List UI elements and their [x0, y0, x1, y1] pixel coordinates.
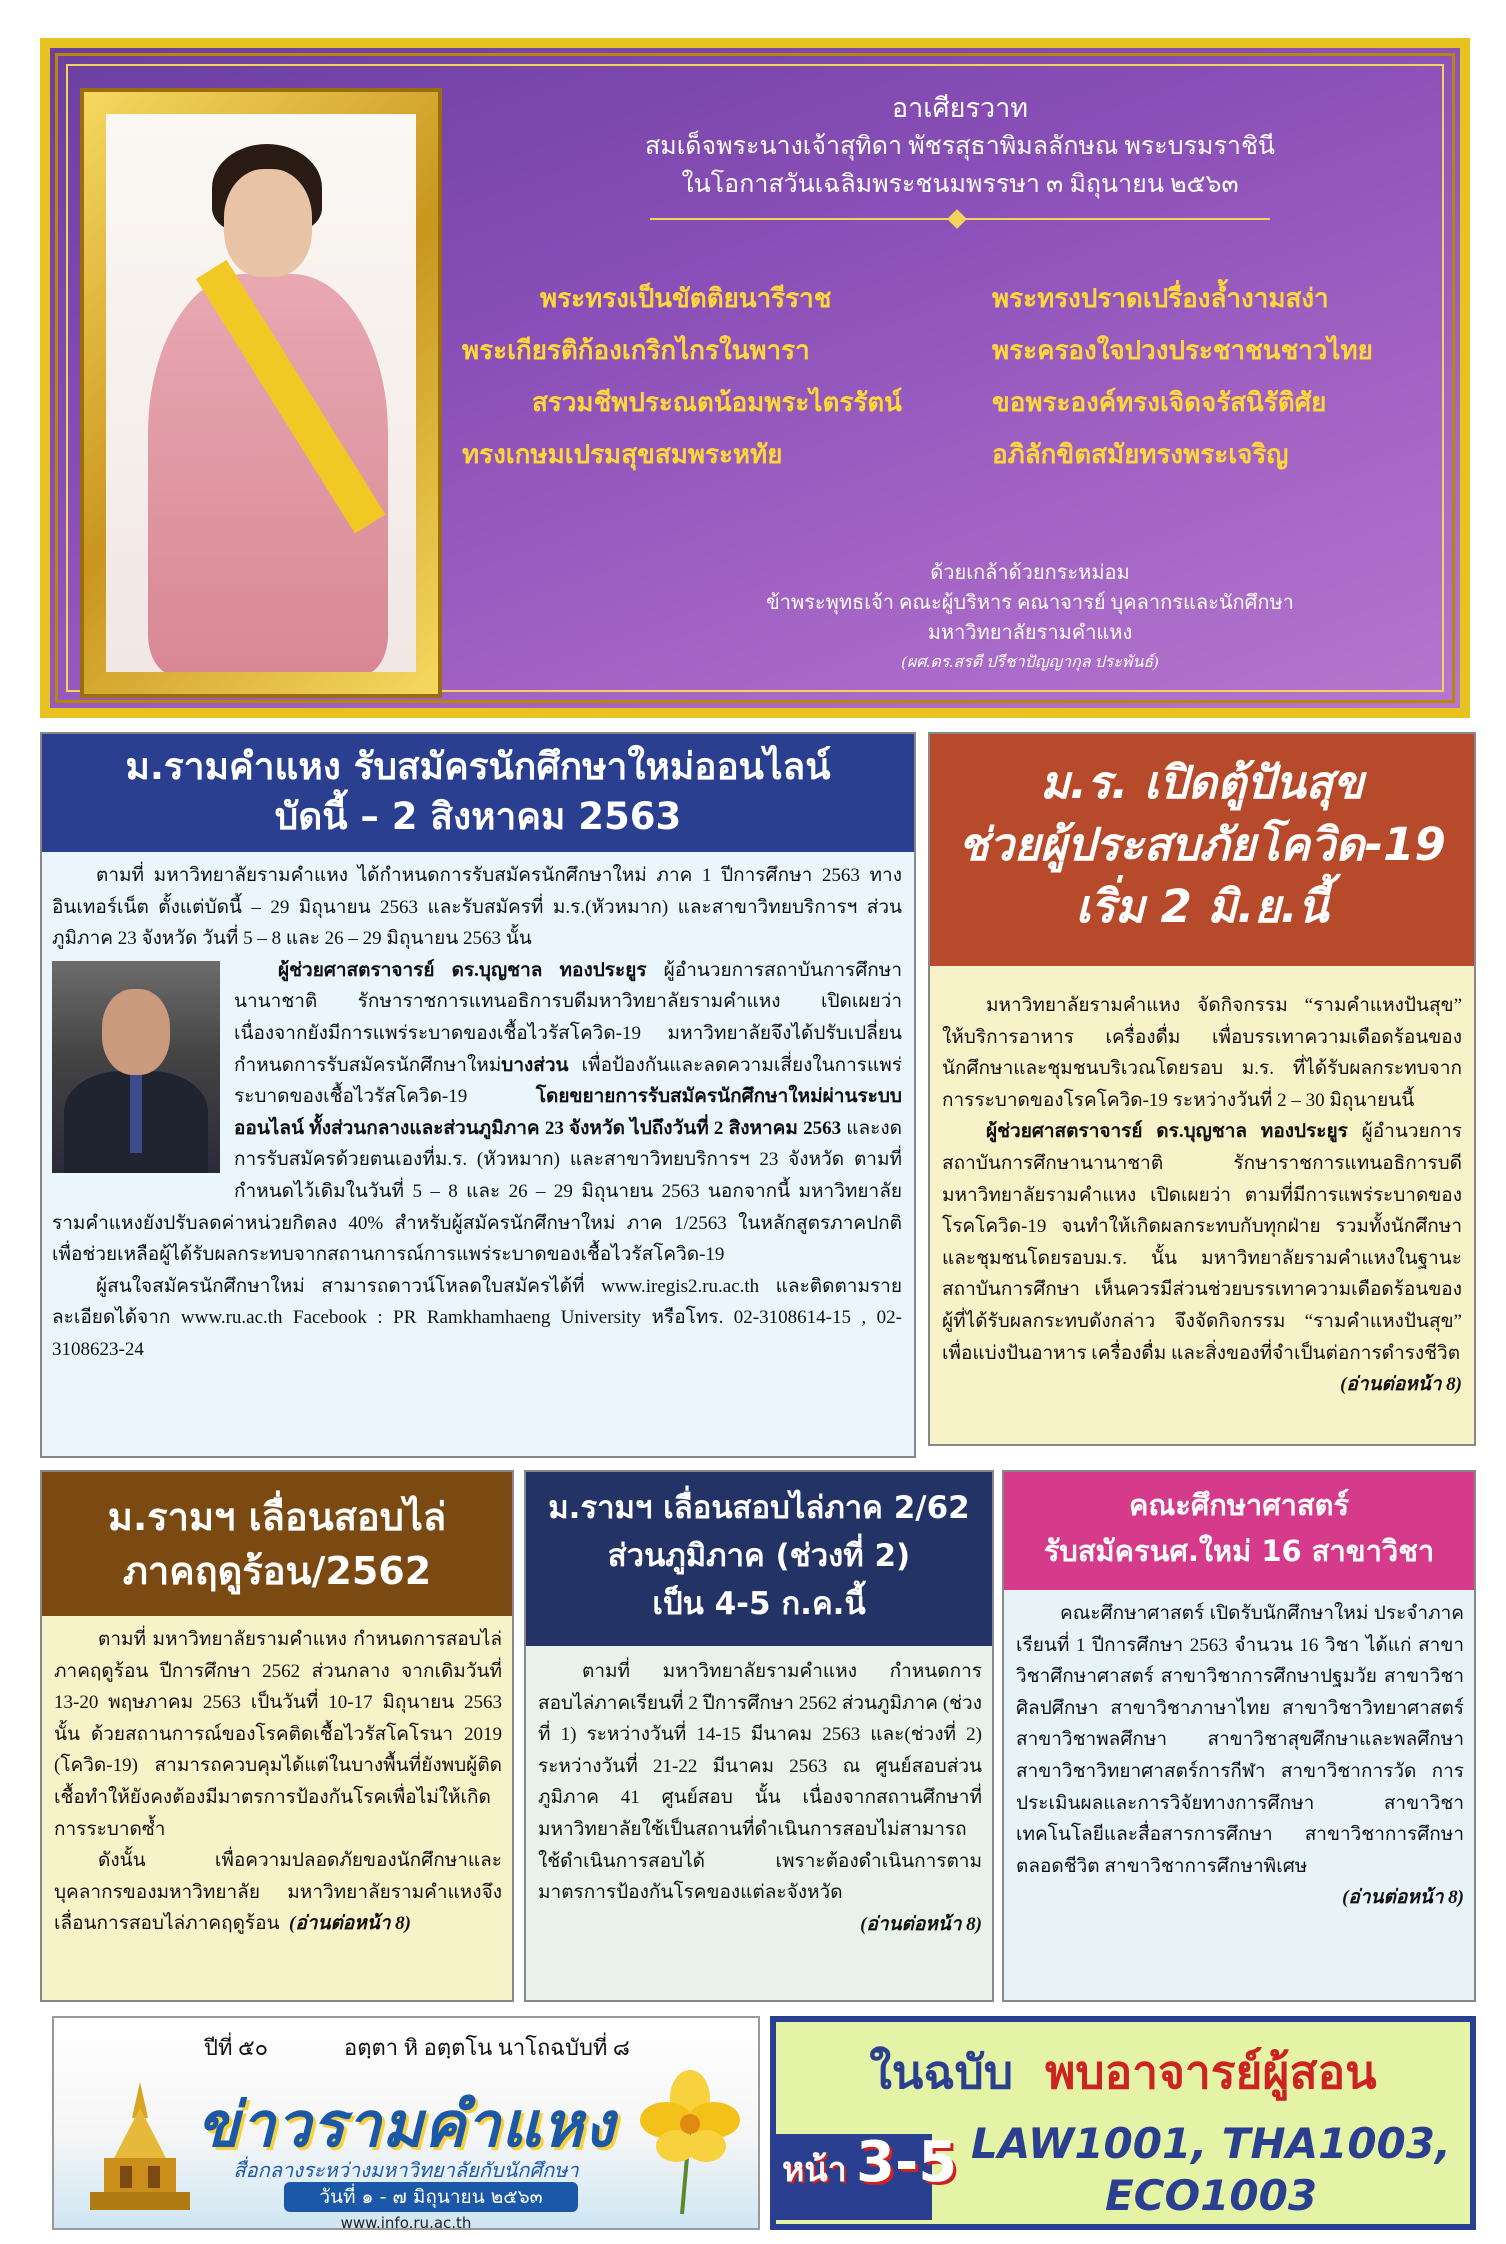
- article-paragraph: ตามที่ มหาวิทยาลัยรามคำแหง ได้กำหนดการรับสมัครนักศึกษาใหม่ ภาค 1 ปีการศึกษา 2563 ทางอินเทอร์เน็ต ตั้งแต่บัดนี้ – 29 มิถุนายน 2563 และรับสมัครที่ ม.ร.(หัวหมาก) และสาขาวิทยบริการฯ ส่วนภูมิภาค 23 จังหวัด วันที่ 5 – 8 และ 26 – 29 มิถุนายน 2563 นั้น: [52, 865, 902, 950]
- poem-line: พระครองใจปวงประชาชนชาวไทย: [992, 336, 1373, 365]
- royal-tribute-banner: [40, 38, 1470, 718]
- issue-date: วันที่ ๑ - ๗ มิถุนายน ๒๕๖๓: [284, 2182, 578, 2212]
- article-headline: [930, 734, 1474, 966]
- paragraph-text: ดังนั้น เพื่อความปลอดภัยของนักศึกษาและบุคลากรของมหาวิทยาลัย มหาวิทยาลัยรามคำแหงจึงเลื่อนการสอบไล่ภาคฤดูร้อน: [54, 1850, 502, 1935]
- article-body: [538, 1656, 982, 1940]
- headline-line-2: ช่วยผู้ประสบภัยโควิด-19: [958, 818, 1446, 871]
- article-headline: [42, 1472, 512, 1616]
- courses-line-1: LAW1001, THA1003,: [971, 2119, 1451, 2168]
- headline-line-1: ม.รามฯ เลื่อนสอบไล่ภาค 2/62: [548, 1490, 970, 1526]
- issue-motto: อตฺตา หิ อตฺตโน นาโถ: [344, 2035, 551, 2060]
- poem-line: อภิลักขิตสมัยทรงพระเจริญ: [992, 440, 1289, 469]
- signoff-line-2: ข้าพระพุทธเจ้า คณะผู้บริหาร คณาจารย์ บุคลากรและนักศึกษา: [766, 592, 1294, 614]
- newspaper-page: [8, 8, 1498, 2238]
- paragraph-text: ผู้อำนวยการสถาบันการศึกษานานาชาติ รักษาราชการแทนอธิการบดีมหาวิทยาลัยรามคำแหง เปิดเผยว่า ตามที่มีการแพร่ระบาดของโรคโควิด-19 จนทำให้เกิดผลกระทบกับทุกฝ่าย รวมทั้งนักศึกษาและชุมชนโดยรอบม.ร. นั้น มหาวิทยาลัยรามคำแหงในฐานะสถาบันการศึกษา เห็นควรมีส่วนช่วยบรรเทาความเดือดร้อนของผู้ที่ได้รับผลกระทบดังกล่าว จึงจัดกิจกรรม “รามคำแหงปันสุข” เพื่อแบ่งปันอาหาร เครื่องดื่ม และสิ่งของที่จำเป็นต่อการดำรงชีวิต: [942, 1121, 1463, 1364]
- signoff-line-1: ด้วยเกล้าด้วยกระหม่อม: [930, 562, 1130, 584]
- paragraph-emphasis: บางส่วน: [501, 1054, 569, 1076]
- queen-portrait: [106, 114, 416, 672]
- article-body: [54, 1624, 502, 1940]
- continued-link[interactable]: (อ่านต่อหน้า 8): [1340, 1374, 1462, 1396]
- headline-line-2: ภาคฤดูร้อน/2562: [122, 1549, 432, 1593]
- courses-line-2: ECO1003: [1104, 2171, 1318, 2220]
- portrait-frame: [80, 88, 442, 698]
- poem-line: พระทรงปราดเปรื่องล้ำงามสง่า: [992, 284, 1329, 313]
- article-body: [52, 860, 902, 1366]
- headline-line-3: เริ่ม 2 มิ.ย.นี้: [1075, 880, 1329, 933]
- headline-line-1: ม.รามคำแหง รับสมัครนักศึกษาใหม่ออนไลน์: [125, 745, 831, 788]
- article-paragraph: คณะศึกษาศาสตร์ เปิดรับนักศึกษาใหม่ ประจำภาคเรียนที่ 1 ปีการศึกษา 2563 จำนวน 16 วิชา ได้แก่ สาขาวิชาศึกษาศาสตร์ สาขาวิชาการศึกษาปฐมวัย สาขาวิชาศิลปศึกษา สาขาวิชาภาษาไทย สาขาวิชาวิทยาศาสตร์ สาขาวิชาพลศึกษา สาขาวิชาสุขศึกษาและพลศึกษา สาขาวิชาวิทยาศาสตร์การกีฬา สาขาวิชาการวัด การประเมินผลและการวิจัยทางการศึกษา สาขาวิชาเทคโนโลยีและสื่อสารการศึกษา สาขาวิชาการศึกษาตลอดชีวิต สาขาวิชาการศึกษาพิเศษ: [1016, 1603, 1464, 1877]
- newspaper-tagline: สื่อกลางระหว่างมหาวิทยาลัยกับนักศึกษา: [233, 2158, 579, 2182]
- ornament-divider: [650, 218, 1270, 220]
- portrait-face: [224, 169, 312, 277]
- continued-link[interactable]: (อ่านต่อหน้า 8): [1342, 1887, 1464, 1909]
- paragraph-text: เพื่อป้องกันและลดความเสี่ยงในการแพร่ระบาดของเชื้อไวรัสโควิด-19: [234, 1054, 902, 1108]
- issue-number: ฉบับที่ ๘: [550, 2035, 630, 2060]
- article-body: [942, 990, 1462, 1401]
- headline-line-2: ส่วนภูมิภาค (ช่วงที่ 2): [607, 1538, 911, 1574]
- paragraph-emphasis: โดยขยายการรับสมัครนักศึกษาใหม่ผ่านระบบออนไลน์ ทั้งส่วนกลางและส่วนภูมิภาค 23 จังหวัด ไปถึงวันที่ 2 สิงหาคม 2563: [234, 1086, 902, 1139]
- article-paragraph: [942, 1116, 1462, 1369]
- newspaper-name: ข่าวรามคำแหง: [196, 2088, 616, 2161]
- article-headline: [526, 1472, 992, 1646]
- article-paragraph: [54, 1845, 502, 1940]
- article-sharing-cabinet: [928, 732, 1476, 1446]
- headline-line-1: ม.รามฯ เลื่อนสอบไล่: [107, 1495, 447, 1539]
- blessing-header: [470, 88, 1450, 234]
- article-headline: [1004, 1472, 1474, 1590]
- poem-line: พระทรงเป็นขัตติยนารีราช: [540, 284, 832, 313]
- blessing-subtitle-1: สมเด็จพระนางเจ้าสุทิดา พัชรสุธาพิมลลักษณ พระบรมราชินี: [644, 133, 1276, 160]
- poem-line: ทรงเกษมเปรมสุขสมพระหทัย: [462, 440, 783, 469]
- blessing-signoff: [650, 558, 1410, 678]
- toc-title: [776, 2036, 1470, 2109]
- photo-face: [102, 989, 170, 1075]
- article-education-faculty: [1002, 1470, 1476, 2002]
- article-paragraph: มหาวิทยาลัยรามคำแหง จัดกิจกรรม “รามคำแหงปันสุข” ให้บริการอาหาร เครื่องดื่ม เพื่อบรรเทาความเดือดร้อนของนักศึกษาและชุมชนบริเวณโดยรอบ ม.ร. ที่ได้รับผลกระทบจากการระบาดของโรคโควิด-19 ระหว่างวันที่ 2 – 30 มิถุนายนนี้: [942, 995, 1462, 1111]
- poem-line: พระเกียรติก้องเกริกไกรในพารา: [462, 336, 810, 365]
- poem-line: ขอพระองค์ทรงเจิดจรัสนิรัติศัย: [992, 388, 1327, 417]
- blessing-title: อาเศียรวาท: [891, 93, 1029, 123]
- continued-link[interactable]: (อ่านต่อหน้า 8): [289, 1913, 411, 1935]
- in-this-issue-box: [770, 2016, 1476, 2230]
- toc-courses: [966, 2118, 1456, 2222]
- signoff-line-3: มหาวิทยาลัยรามคำแหง: [927, 622, 1133, 644]
- article-paragraph: ผู้สนใจสมัครนักศึกษาใหม่ สามารถดาวน์โหลดใบสมัครได้ที่ www.iregis2.ru.ac.th และติดตามรายละเอียดได้จาก www.ru.ac.th Facebook : PR Ramkhamhaeng University หรือโทร. 02-3108614-15 , 02-3108623-24: [52, 1275, 902, 1360]
- article-headline: [42, 734, 914, 852]
- paragraph-text: และงดการรับสมัครด้วยตนเองที่ม.ร. (หัวหมาก) และสาขาวิทยบริการฯ 23 จังหวัด ตามที่กำหนดไว้เดิมในวันที่ 5 – 8 และ 26 – 29 มิถุนายน 2563 นอกจากนี้ มหาวิทยาลัยรามคำแหงยังปรับลดค่าหน่วยกิตลง 40% สำหรับผู้สมัครนักศึกษาใหม่ ภาค 1/2563 ในหลักสูตรภาคปกติ เพื่อช่วยเหลือผู้ได้รับผลกระทบจากสถานการณ์การแพร่ระบาดของเชื้อไวรัสโควิด-19: [52, 1117, 902, 1266]
- article-paragraph: ตามที่ มหาวิทยาลัยรามคำแหง กำหนดการสอบไล่ภาคฤดูร้อน ปีการศึกษา 2562 ส่วนกลาง จากเดิมวันที่ 13-20 พฤษภาคม 2563 เป็นวันที่ 10-17 มิถุนายน 2563 นั้น ด้วยสถานการณ์ของโรคติดเชื้อไวรัสโคโรนา 2019 (โควิด-19) สามารถควบคุมได้แต่ในบางพื้นที่ยังพบผู้ติดเชื้อทำให้ยังคงต้องมีมาตรการป้องกันโรคเพื่อไม่ให้เกิดการระบาดซ้ำ: [54, 1629, 502, 1840]
- headline-line-1: ม.ร. เปิดตู้ปันสุข: [1040, 756, 1364, 809]
- toc-page-word: หน้า: [782, 2150, 847, 2190]
- poem-line: สรวมชีพประณตน้อมพระไตรรัตน์: [532, 388, 902, 417]
- poem-author: (ผศ.ดร.สรตี ปรีชาปัญญากุล ประพันธ์): [901, 654, 1159, 671]
- director-name: ผู้ช่วยศาสตราจารย์ ดร.บุญชาล ทองประยูร: [986, 1121, 1348, 1143]
- photo-tie: [130, 1073, 142, 1153]
- issue-year: ปีที่ ๕๐: [204, 2035, 269, 2060]
- article-paragraph: ตามที่ มหาวิทยาลัยรามคำแหง กำหนดการสอบไล่ภาคเรียนที่ 2 ปีการศึกษา 2562 ส่วนภูมิภาค (ช่วงที่ 1) ระหว่างวันที่ 14-15 มีนาคม 2563 และ(ช่วงที่ 2) ระหว่างวันที่ 21-22 มีนาคม 2563 ณ ศูนย์สอบส่วนภูมิภาค 41 ศูนย์สอบ นั้น เนื่องจากสถานศึกษาที่มหาวิทยาลัยใช้เป็นสถานที่ดำเนินการสอบไม่สามารถใช้ดำเนินการสอบได้ เพราะต้องดำเนินการตามมาตรการป้องกันโรคของแต่ละจังหวัด: [538, 1661, 982, 1904]
- headline-line-3: เป็น 4-5 ก.ค.นี้: [652, 1586, 866, 1622]
- director-name: ผู้ช่วยศาสตราจารย์ ดร.บุญชาล ทองประยูร: [278, 959, 647, 981]
- article-body: [1016, 1598, 1464, 1914]
- newspaper-url[interactable]: www.info.ru.ac.th: [340, 2214, 472, 2232]
- director-photo: [52, 961, 220, 1173]
- toc-highlight: พบอาจารย์ผู้สอน: [1045, 2045, 1377, 2099]
- toc-lead: ในฉบับ: [869, 2045, 1014, 2099]
- article-regional-exam: [524, 1470, 994, 2002]
- headline-line-2: บัดนี้ – 2 สิงหาคม 2563: [274, 795, 682, 838]
- headline-line-2: รับสมัครนศ.ใหม่ 16 สาขาวิชา: [1043, 1534, 1435, 1568]
- continued-link[interactable]: (อ่านต่อหน้า 8): [860, 1913, 982, 1935]
- toc-page-range[interactable]: 3-5: [856, 2130, 958, 2195]
- blessing-subtitle-2: ในโอกาสวันเฉลิมพระชนมพรรษา ๓ มิถุนายน ๒๕๖๓: [681, 171, 1239, 198]
- headline-line-1: คณะศึกษาศาสตร์: [1128, 1488, 1350, 1522]
- paragraph-text: ผู้อำนวยการสถาบันการศึกษานานาชาติ รักษาราชการแทนอธิการบดีมหาวิทยาลัยรามคำแหง เปิดเผยว่า เนื่องจากยังมีการแพร่ระบาดของเชื้อไวรัสโควิด-19 มหาวิทยาลัยจึงได้ปรับเปลี่ยนกำหนดการรับสมัครนักศึกษาใหม่: [234, 959, 902, 1076]
- article-summer-exam: [40, 1470, 514, 2002]
- article-online-admission: [40, 732, 916, 1458]
- newspaper-masthead: [52, 2016, 760, 2230]
